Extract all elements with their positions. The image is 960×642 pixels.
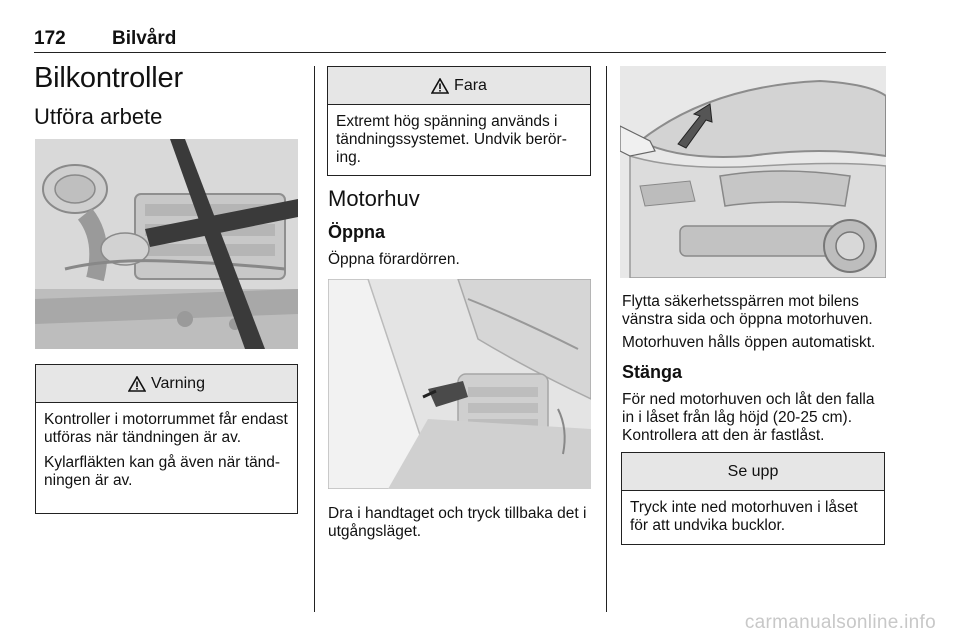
car-hood-opening-illustration-svg (620, 66, 886, 278)
section-name: Bilvård (112, 28, 177, 49)
caution-label: Se upp (727, 462, 779, 480)
close-hood-text: För ned motorhuven och låt den falla in i låset från låg höjd (20-25 cm). Kontrollera att den är fastlåst. (622, 391, 875, 444)
column-divider-left (314, 66, 315, 612)
warning-triangle-icon (431, 78, 449, 94)
caution-header (622, 453, 884, 491)
warning-paragraph: Kontroller i motorrummet får endast utföras när tändningen är av. (44, 411, 288, 446)
warning-body (36, 403, 297, 498)
caution-box (621, 452, 885, 545)
lever-caption: Dra i handtaget och tryck tillbaka det i utgångsläget. (328, 505, 587, 540)
engine-bay-illustration-svg (35, 139, 298, 349)
caution-body (622, 491, 884, 543)
page-title: Bilkontroller (34, 62, 183, 94)
hood-release-lever-illustration-svg (328, 279, 591, 489)
danger-paragraph: Extremt hög spänning används i tändningssystemet. Undvik berör-ing. (336, 113, 567, 166)
caution-paragraph: Tryck inte ned motorhuven i låset för att undvika bucklor. (630, 499, 858, 534)
warning-label: Varning (151, 374, 205, 392)
danger-body (328, 105, 590, 175)
warning-paragraph: Kylarfläkten kan gå även när tänd-ningen är av. (44, 454, 281, 489)
hood-release-lever-illustration (328, 279, 591, 489)
subheading-oppna: Öppna (328, 222, 385, 242)
warning-box (35, 364, 298, 514)
column-divider-right (606, 66, 607, 612)
danger-box (327, 66, 591, 176)
page-number: 172 (34, 28, 66, 49)
section-heading-motorhuv: Motorhuv (328, 186, 420, 211)
danger-label: Fara (454, 76, 487, 94)
car-hood-opening-illustration (620, 66, 886, 278)
subheading-stanga: Stänga (622, 362, 683, 382)
warning-header (36, 365, 297, 403)
engine-bay-illustration (35, 139, 298, 349)
page-header (34, 28, 886, 52)
hood-auto-open-text: Motorhuven hålls öppen automatiskt. (622, 334, 876, 351)
section-subtitle: Utföra arbete (34, 104, 163, 129)
intro-text: Öppna förardörren. (328, 251, 460, 268)
hood-open-text: Flytta säkerhetsspärren mot bilens vänstra sida och öppna motorhuven. (622, 293, 873, 328)
header-rule (34, 52, 886, 53)
watermark: carmanualsonline.info (744, 612, 936, 633)
danger-header (328, 67, 590, 105)
warning-triangle-icon (128, 376, 146, 392)
